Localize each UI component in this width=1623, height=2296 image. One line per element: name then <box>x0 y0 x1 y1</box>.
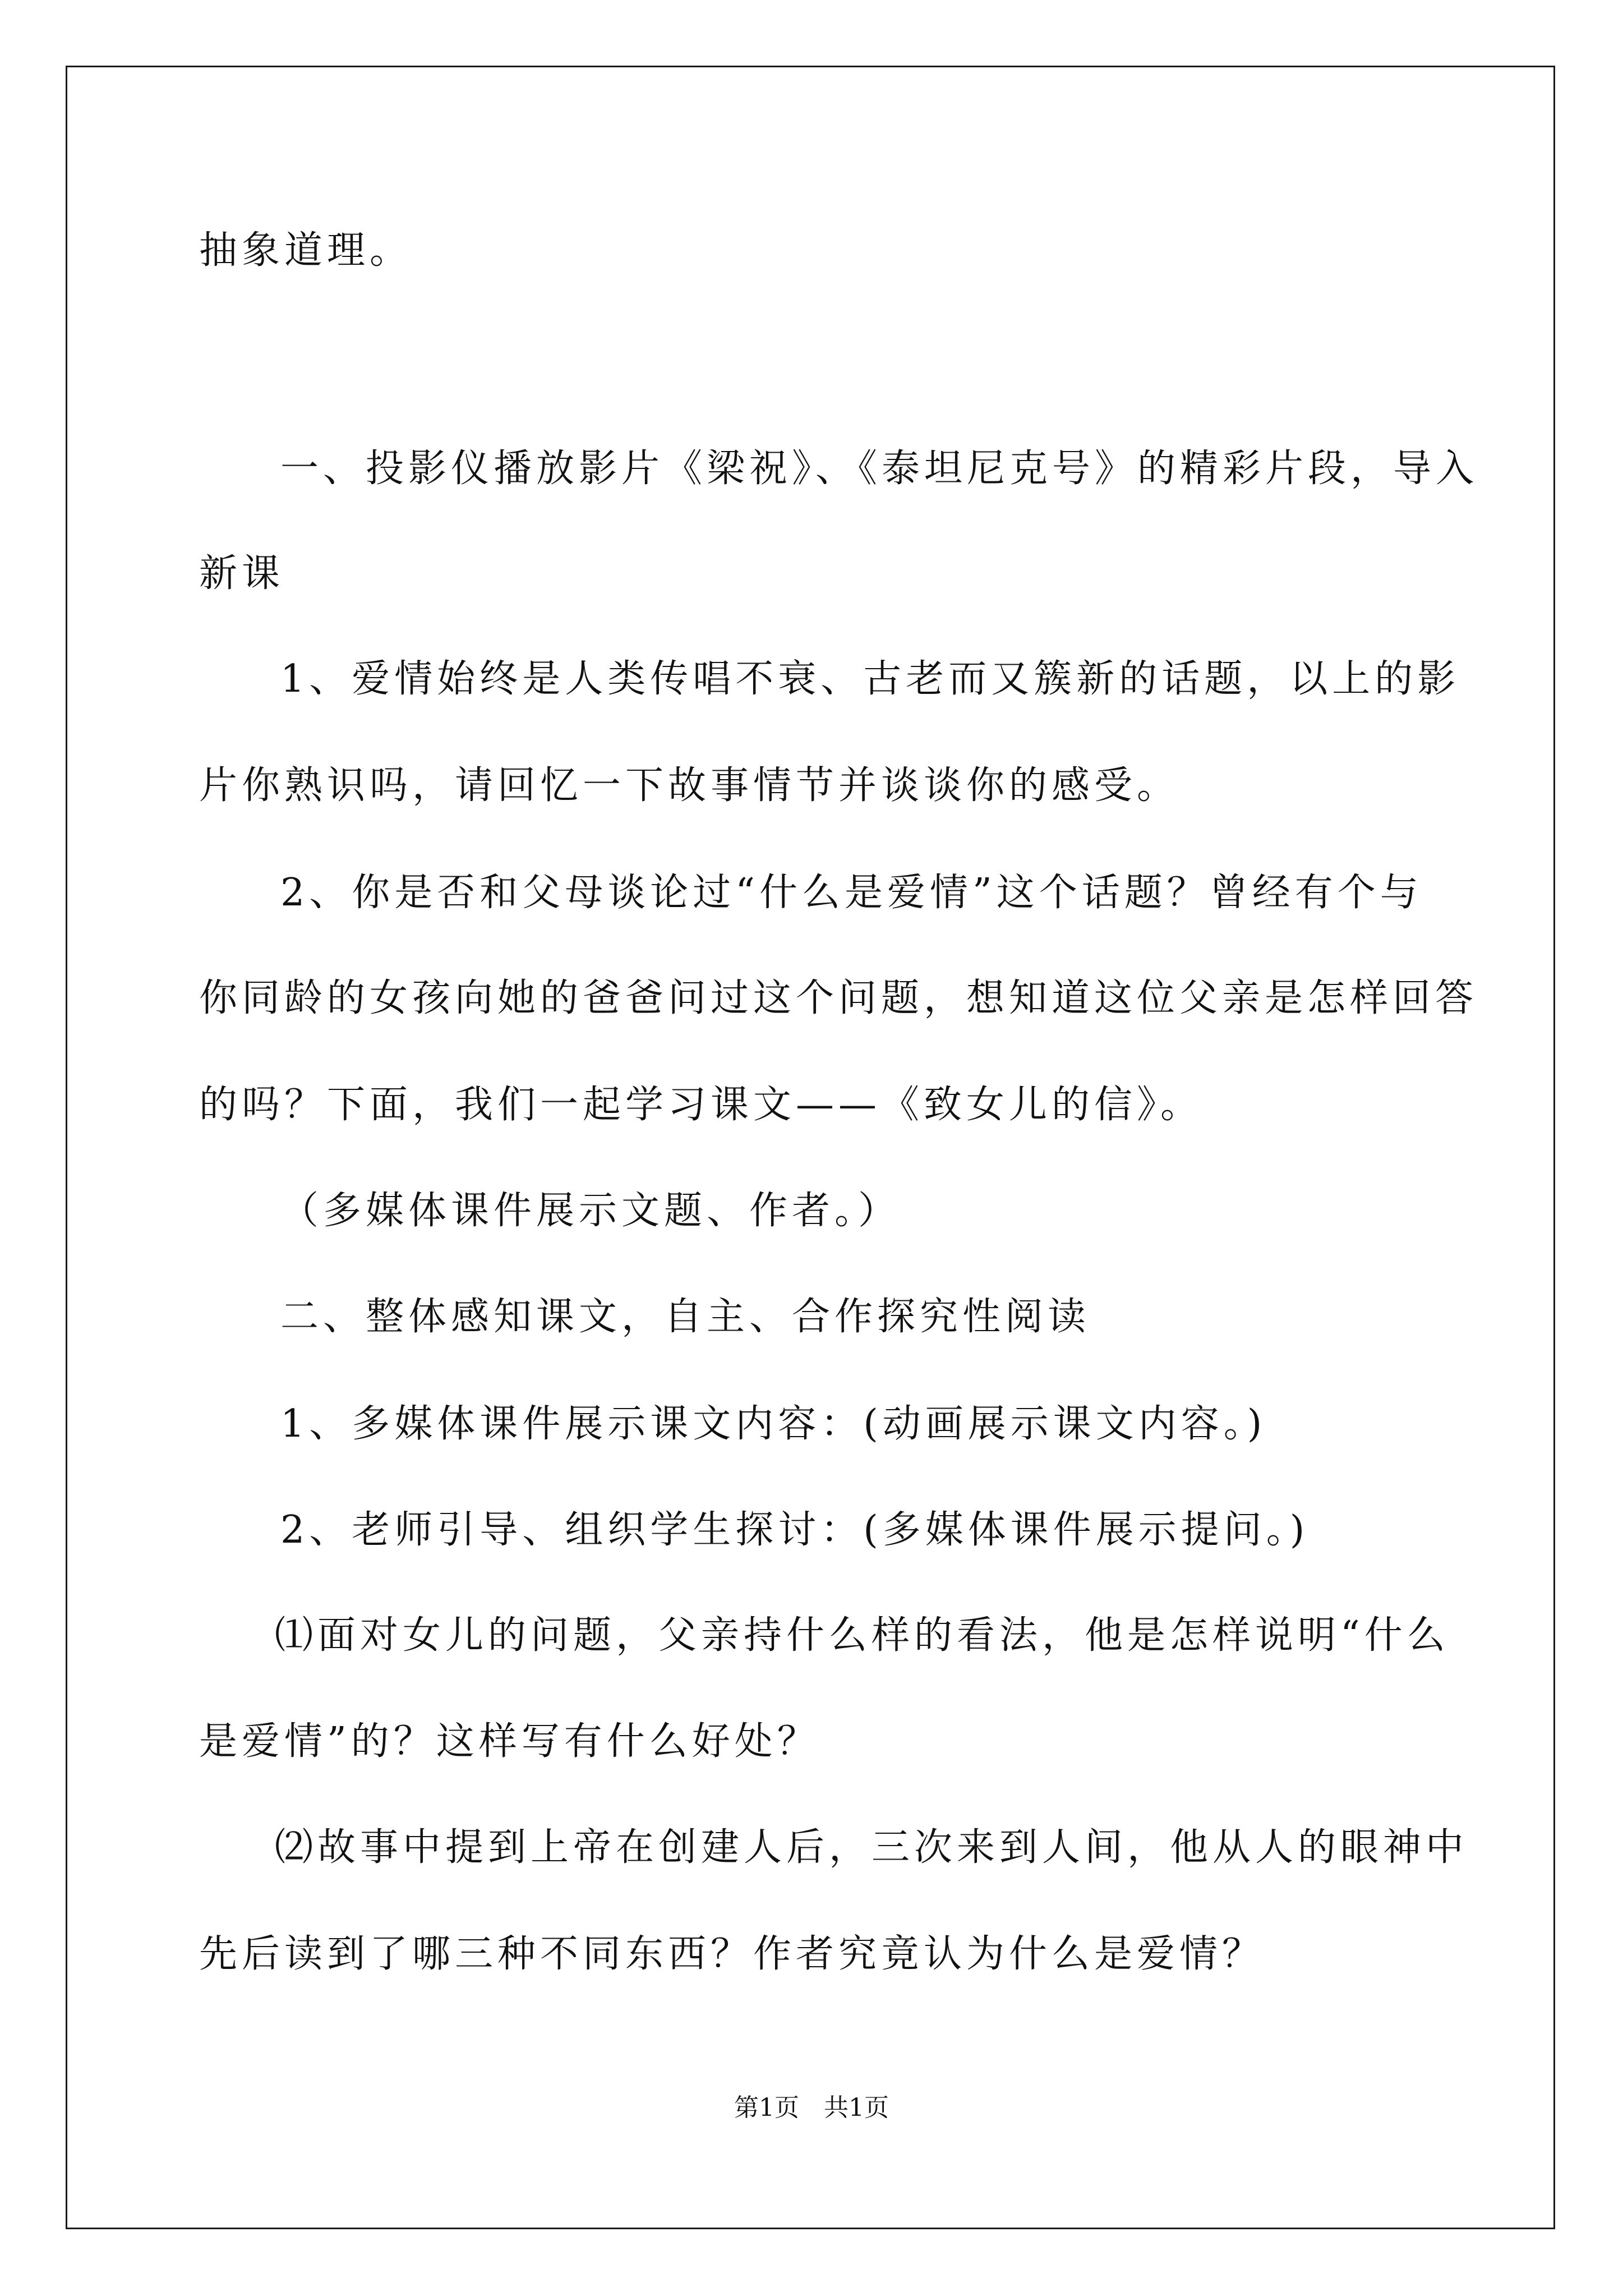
page-footer: 第1页 共1页 <box>734 2093 889 2122</box>
text-line: 的吗？下面，我们一起学习课文——《致女儿的信》。 <box>199 1083 1204 1127</box>
text-line: 是爱情”的？这样写有什么好处？ <box>199 1719 820 1764</box>
page-border <box>66 66 1555 2229</box>
text-line: 抽象道理。 <box>199 228 413 273</box>
text-line: 新课 <box>199 551 285 596</box>
text-line: 你同龄的女孩向她的爸爸问过这个问题，想知道这位父亲是怎样回答 <box>199 976 1478 1020</box>
text-line: 二、整体感知课文，自主、合作探究性阅读 <box>280 1295 1091 1339</box>
text-line: 1、多媒体课件展示课文内容：(动画展示课文内容。) <box>280 1402 1267 1446</box>
text-line: 2、你是否和父母谈论过“什么是爱情”这个话题？曾经有个与 <box>280 871 1423 915</box>
text-line: ⑵故事中提到上帝在创建人后，三次来到人间，他从人的眼神中 <box>275 1825 1469 1870</box>
text-line: 一、投影仪播放影片《梁祝》、《泰坦尼克号》的精彩片段，导入 <box>280 447 1479 491</box>
text-line: ⑴面对女儿的问题，父亲持什么样的看法，他是怎样说明“什么 <box>275 1613 1450 1658</box>
text-line: 先后读到了哪三种不同东西？作者究竟认为什么是爱情？ <box>199 1932 1265 1976</box>
text-line: （多媒体课件展示文题、作者。） <box>280 1189 901 1233</box>
text-line: 片你熟识吗，请回忆一下故事情节并谈谈你的感受。 <box>199 763 1180 808</box>
text-line: 1、爱情始终是人类传唱不衰、古老而又簇新的话题，以上的影 <box>280 657 1460 701</box>
text-line: 2、老师引导、组织学生探讨：(多媒体课件展示提问。) <box>280 1508 1310 1552</box>
